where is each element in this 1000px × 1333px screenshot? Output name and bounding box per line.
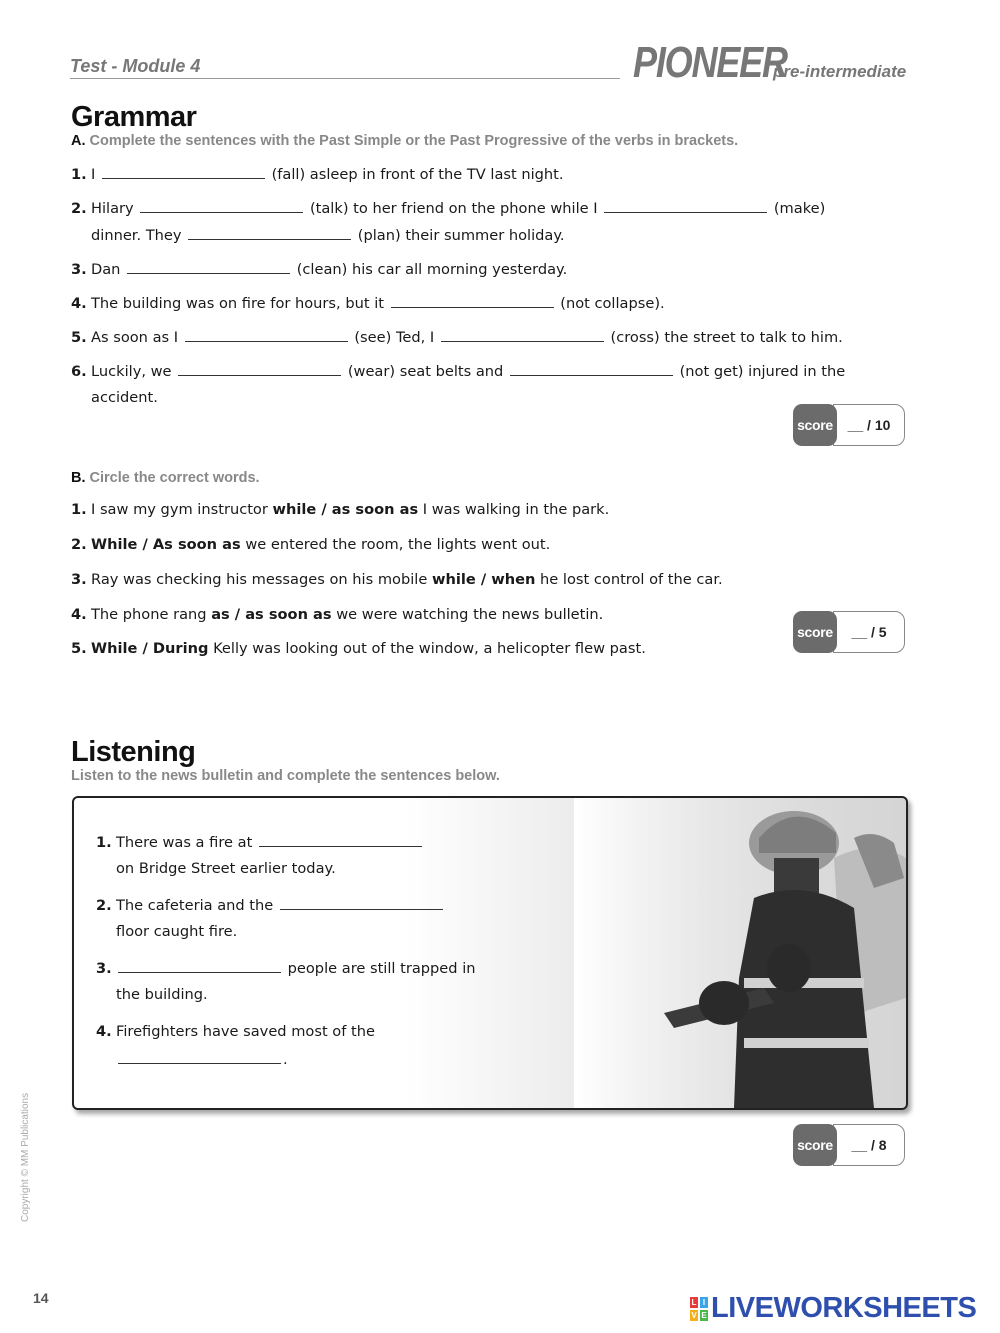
item-number: 1.	[71, 501, 87, 518]
item-text: There was a fire at	[116, 834, 253, 851]
copyright-notice: Copyright © MM Publications	[20, 1092, 31, 1222]
listening-item-continued	[96, 1049, 288, 1070]
instruction-text: Circle the correct words.	[89, 470, 260, 486]
score-box-listening	[793, 1124, 905, 1166]
answer-blank[interactable]	[140, 198, 303, 213]
item-text: Luckily, we	[91, 363, 172, 380]
grammar-b-item	[71, 639, 646, 659]
item-number: 3.	[71, 571, 87, 588]
answer-blank[interactable]	[441, 327, 604, 342]
item-text: the building.	[116, 986, 208, 1003]
listening-item-continued	[96, 859, 336, 879]
answer-blank[interactable]	[280, 895, 443, 910]
grammar-a-item	[71, 293, 665, 314]
listening-item	[96, 895, 445, 916]
item-text: (not get) injured in the	[679, 363, 846, 380]
score-label: score	[793, 1124, 837, 1166]
logo-tile: E	[701, 1310, 707, 1320]
item-text: we were watching the news bulletin.	[336, 606, 604, 623]
listening-instruction: Listen to the news bulletin and complete the sentences below.	[71, 768, 500, 784]
item-number: 5.	[71, 640, 87, 657]
listening-item	[96, 1022, 375, 1042]
reflective-stripe	[744, 1038, 869, 1048]
item-number: 2.	[71, 200, 87, 217]
item-text: accident.	[91, 389, 158, 406]
item-text: (clean) his car all morning yesterday.	[296, 261, 568, 278]
instruction-text: Complete the sentences with the Past Simple or the Past Progressive of the verbs in brackets.	[89, 133, 739, 149]
header-divider	[70, 78, 620, 79]
listening-item-continued	[96, 922, 237, 942]
item-number: 4.	[71, 606, 87, 623]
score-label: score	[793, 404, 837, 446]
answer-blank[interactable]	[391, 293, 554, 308]
answer-blank[interactable]	[510, 361, 673, 376]
item-number: 1.	[71, 166, 87, 183]
item-text: The phone rang	[91, 606, 207, 623]
listening-item-continued	[96, 985, 208, 1005]
item-text: (plan) their summer holiday.	[357, 227, 565, 244]
brand-title: PIONEER	[633, 38, 787, 87]
module-title: Test - Module 4	[70, 56, 201, 76]
answer-blank[interactable]	[127, 259, 290, 274]
grammar-a-item	[71, 327, 843, 348]
grammar-b-item	[71, 535, 550, 555]
item-number: 2.	[96, 897, 112, 914]
logo-tiles-icon	[690, 1297, 708, 1321]
word-choice[interactable]: while / as soon as	[272, 501, 419, 518]
logo-tile: V	[691, 1310, 697, 1320]
score-value[interactable]: __ / 5	[833, 611, 905, 653]
item-number: 5.	[71, 329, 87, 346]
item-text: I saw my gym instructor	[91, 501, 268, 518]
item-number: 4.	[71, 295, 87, 312]
item-text: we entered the room, the lights went out.	[245, 536, 551, 553]
word-choice[interactable]: while / when	[431, 571, 536, 588]
answer-blank[interactable]	[118, 1049, 281, 1064]
grammar-a-item	[71, 164, 564, 185]
liveworksheets-logo[interactable]	[690, 1292, 976, 1325]
item-number: 3.	[71, 261, 87, 278]
listening-title: Listening	[71, 736, 196, 768]
answer-blank[interactable]	[188, 225, 351, 240]
item-number: 3.	[96, 960, 112, 977]
answer-blank[interactable]	[178, 361, 341, 376]
grammar-b-item	[71, 500, 609, 520]
item-text: floor caught fire.	[116, 923, 238, 940]
logo-text: LIVEWORKSHEETS	[711, 1292, 977, 1324]
page-number: 14	[33, 1290, 49, 1306]
answer-blank[interactable]	[118, 958, 281, 973]
grammar-b-instruction	[71, 470, 260, 486]
answer-blank[interactable]	[185, 327, 348, 342]
logo-tile: I	[700, 1297, 708, 1308]
item-text: (cross) the street to talk to him.	[610, 329, 843, 346]
part-letter: B.	[71, 470, 86, 486]
word-choice[interactable]: While / As soon as	[91, 536, 241, 553]
score-value[interactable]: __ / 10	[833, 404, 905, 446]
item-number: 4.	[96, 1023, 112, 1040]
item-text: Kelly was looking out of the window, a helicopter flew past.	[213, 640, 646, 657]
answer-blank[interactable]	[604, 198, 767, 213]
word-choice[interactable]: as / as soon as	[211, 606, 332, 623]
listening-item	[96, 832, 424, 853]
item-text: (see) Ted, I	[354, 329, 435, 346]
item-text: I was walking in the park.	[422, 501, 610, 518]
listening-item	[96, 958, 476, 979]
glove	[767, 944, 811, 992]
item-text: people are still trapped in	[287, 960, 476, 977]
grammar-title: Grammar	[71, 101, 197, 133]
logo-tile: L	[691, 1297, 697, 1307]
item-text: Ray was checking his messages on his mobile	[91, 571, 428, 588]
grammar-a-item	[71, 259, 567, 280]
grammar-a-instruction	[71, 133, 738, 149]
item-text: (wear) seat belts and	[347, 363, 504, 380]
item-number: 2.	[71, 536, 87, 553]
item-text: on Bridge Street earlier today.	[116, 860, 336, 877]
item-text: The cafeteria and the	[116, 897, 274, 914]
item-text: (make)	[773, 200, 826, 217]
item-number: 6.	[71, 363, 87, 380]
grammar-b-item	[71, 570, 723, 590]
item-text: As soon as I	[91, 329, 179, 346]
score-value[interactable]: __ / 8	[833, 1124, 905, 1166]
answer-blank[interactable]	[102, 164, 265, 179]
item-text: .	[283, 1051, 288, 1068]
score-label: score	[793, 611, 837, 653]
item-text: he lost control of the car.	[540, 571, 723, 588]
face-mask	[774, 858, 819, 893]
brand-level: pre-intermediate	[773, 62, 907, 81]
item-text: The building was on fire for hours, but it	[91, 295, 384, 312]
grammar-b-item	[71, 605, 603, 625]
part-letter: A.	[71, 133, 86, 149]
item-text: Hilary	[91, 200, 134, 217]
item-text: dinner. They	[91, 227, 182, 244]
listening-panel	[72, 796, 908, 1110]
item-text: Firefighters have saved most of the	[116, 1023, 375, 1040]
grammar-a-item	[71, 198, 825, 219]
item-text: (talk) to her friend on the phone while I	[309, 200, 598, 217]
firefighter-photo	[574, 798, 906, 1108]
item-text: Dan	[91, 261, 121, 278]
item-text: (fall) asleep in front of the TV last night.	[271, 166, 564, 183]
score-box-b	[793, 611, 905, 653]
score-box-a	[793, 404, 905, 446]
word-choice[interactable]: While / During	[91, 640, 209, 657]
item-number: 1.	[96, 834, 112, 851]
grammar-a-item-continued	[71, 388, 158, 408]
item-text: I	[91, 166, 96, 183]
grammar-a-item	[71, 361, 845, 382]
answer-blank[interactable]	[259, 832, 422, 847]
glove	[699, 981, 749, 1025]
item-text: (not collapse).	[560, 295, 665, 312]
grammar-a-item-continued	[71, 225, 565, 246]
